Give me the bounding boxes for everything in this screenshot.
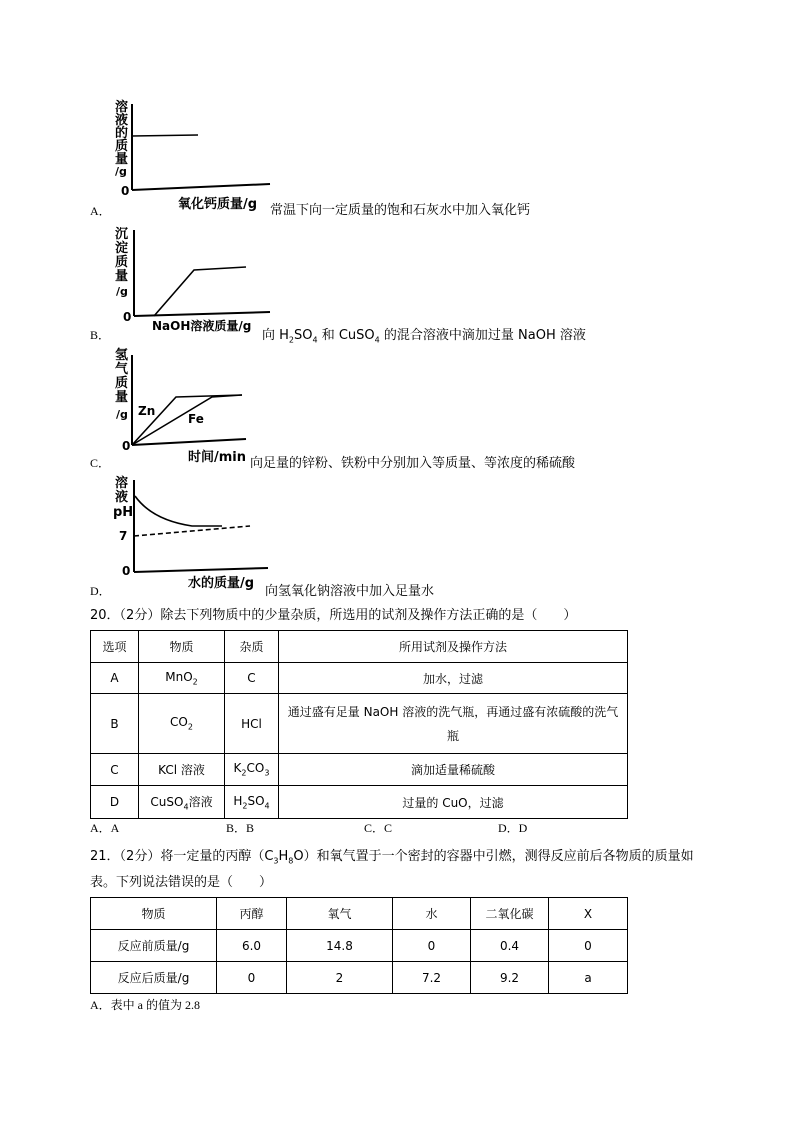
graph-b-origin: 0 (123, 310, 132, 324)
q20-opt-cell: A (91, 663, 139, 694)
graph-d-x-axis (134, 568, 268, 572)
option-b-letter: B． (90, 328, 111, 342)
option-b-caption-mid2: 和 CuSO (317, 328, 375, 343)
option-d-letter: D． (90, 584, 111, 598)
q20-header-row (91, 631, 628, 663)
graph-b (112, 224, 272, 339)
option-b-caption-post: 的混合溶液中滴加过量 NaOH 溶液 (379, 328, 586, 343)
q21-cell: 反应前质量/g (91, 930, 217, 962)
q20-header-cell: 物质 (139, 631, 225, 663)
option-c-caption: 向足量的锌粉、铁粉中分别加入等质量、等浓度的稀硫酸 (250, 456, 576, 471)
graph-b-ylabel-5: /g (116, 285, 128, 298)
q21-row-before (91, 930, 628, 962)
graph-d-curve (135, 496, 222, 526)
q21-choice-a: A．表中 a 的值为 2.8 (90, 998, 200, 1012)
graph-a-origin: 0 (121, 184, 130, 198)
option-b-caption-mid1: SO (294, 328, 313, 343)
q20-choice-d: D．D (498, 821, 528, 835)
q21-row-after (91, 962, 628, 994)
graph-c-ylabel-3: 质 (115, 376, 129, 391)
option-b-sub1: 2 (288, 335, 295, 345)
q20-row-b (91, 694, 628, 754)
graph-a-ylabel-2: 液 (115, 113, 129, 128)
q21-header-cell: 水 (393, 898, 471, 930)
q20-method-cell: 加水，过滤 (279, 663, 628, 694)
q20-a-substance: MnO (165, 669, 193, 684)
q20-row-a (91, 663, 628, 694)
graph-a-ylabel-1: 溶 (115, 100, 129, 115)
q20-impurity-cell: C (225, 663, 279, 694)
graph-d-xlabel: 水的质量/g (188, 576, 255, 591)
q21-header-cell: 氧气 (287, 898, 393, 930)
option-a-caption: 常温下向一定质量的饱和石灰水中加入氧化钙 (270, 203, 531, 218)
q21-header-row (91, 898, 628, 930)
q20-substance-cell (139, 786, 225, 819)
q20-impurity-cell: HCl (225, 694, 279, 754)
q21-cell: 9.2 (471, 962, 549, 994)
graph-d-ylabel-1: 溶 (115, 476, 129, 491)
q20-opt-cell: D (91, 786, 139, 819)
graph-b-curve (154, 267, 246, 316)
graph-b-xlabel: NaOH溶液质量/g (152, 319, 252, 333)
graph-c-ylabel-4: 量 (115, 390, 129, 405)
option-b-caption-pre: 向 H (262, 328, 289, 343)
q21-stem-post: O）和氧气置于一个密封的容器中引燃，测得反应前后各物质的质量如 (293, 849, 694, 864)
option-b-caption (262, 324, 586, 345)
q20-a-substance-sub: 2 (192, 677, 198, 687)
q20-table (90, 630, 628, 819)
q20-c-impurity-sub2: 3 (264, 768, 270, 778)
q20-d-impurity-sub: 2 (242, 801, 248, 811)
option-c-letter: C． (90, 456, 111, 470)
graph-d-ylabel-3: pH (113, 505, 134, 520)
q21-stem-line2: 表。下列说法错误的是（ ） (90, 875, 273, 890)
q20-impurity-cell (225, 786, 279, 819)
q21-cell: 7.2 (393, 962, 471, 994)
q20-b-substance-sub: 2 (187, 722, 193, 732)
q20-row-c (91, 754, 628, 786)
q20-stem: 20．（2分）除去下列物质中的少量杂质，所选用的试剂及操作方法正确的是（ ） (90, 608, 577, 623)
q21-cell: 0.4 (471, 930, 549, 962)
q20-choice-b: B．B (226, 821, 255, 835)
q20-d-substance-tail: 溶液 (188, 794, 213, 809)
q20-method-cell: 过量的 CuO，过滤 (279, 786, 628, 819)
graph-a-ylabel-3: 的 (115, 126, 129, 141)
q20-row-d (91, 786, 628, 819)
graph-d-origin: 0 (122, 564, 131, 578)
q20-header-cell: 选项 (91, 631, 139, 663)
q21-cell: a (549, 962, 628, 994)
q21-header-cell: 物质 (91, 898, 217, 930)
q21-header-cell: X (549, 898, 628, 930)
q21-cell: 6.0 (217, 930, 287, 962)
graph-b-ylabel-4: 量 (115, 269, 129, 284)
q20-c-impurity-tail: CO (246, 761, 265, 776)
graph-d-ph7-dashed (134, 526, 250, 536)
q20-impurity-cell (225, 754, 279, 786)
graph-b-ylabel-2: 淀 (115, 241, 129, 256)
graph-c-xlabel: 时间/min (188, 450, 247, 465)
graph-d-seven: 7 (119, 529, 128, 543)
q20-choice-c: C．C (364, 821, 393, 835)
q21-cell: 0 (217, 962, 287, 994)
q21-table (90, 897, 628, 994)
q21-stem-pre: 21．（2分）将一定量的丙醇（C (90, 849, 274, 864)
option-b-sub3: 4 (374, 335, 380, 345)
q20-substance-cell (139, 663, 225, 694)
graph-a-ylabel-4: 质 (115, 139, 129, 154)
graph-a-xlabel: 氧化钙质量/g (178, 197, 258, 212)
graph-c-ylabel-1: 氢 (115, 348, 129, 363)
q20-choice-a: A．A (90, 821, 120, 835)
q20-d-substance-sub: 4 (183, 802, 189, 812)
q20-d-substance: CuSO (150, 794, 184, 809)
graph-c-zn-curve (132, 395, 242, 445)
graph-c-fe-curve (132, 395, 242, 445)
q20-d-impurity: H (233, 793, 243, 808)
q21-stem-mid: H (278, 849, 289, 864)
q20-header-cell: 所用试剂及操作方法 (279, 631, 628, 663)
graph-c-fe-label: Fe (188, 412, 204, 426)
graph-c-ylabel-5: /g (116, 408, 128, 421)
q21-stem-sub2: 8 (288, 856, 294, 866)
q20-opt-cell: B (91, 694, 139, 754)
graph-a (112, 98, 272, 213)
q20-opt-cell: C (91, 754, 139, 786)
q20-header-cell: 杂质 (225, 631, 279, 663)
q20-method-cell: 滴加适量稀硫酸 (279, 754, 628, 786)
graph-a-ylabel-5: 量 (115, 152, 129, 167)
graph-c-ylabel-2: 气 (115, 362, 129, 377)
q21-cell: 0 (393, 930, 471, 962)
q20-method-cell: 通过盛有足量 NaOH 溶液的洗气瓶，再通过盛有浓硫酸的洗气瓶 (279, 694, 628, 754)
graph-c-zn-label: Zn (138, 404, 156, 418)
q20-d-impurity-sub2: 4 (264, 801, 270, 811)
q21-stem-sub1: 3 (273, 856, 279, 866)
graph-d (112, 474, 272, 592)
graph-c (112, 345, 272, 465)
q21-header-cell: 丙醇 (217, 898, 287, 930)
graph-d-ylabel-2: 液 (115, 490, 129, 505)
graph-a-x-axis (132, 184, 270, 190)
q21-cell: 14.8 (287, 930, 393, 962)
graph-a-curve (132, 135, 198, 136)
graph-a-ylabel-6: /g (115, 165, 127, 178)
q20-substance-cell: KCl 溶液 (139, 754, 225, 786)
q21-header-cell: 二氧化碳 (471, 898, 549, 930)
q20-b-substance: CO (170, 715, 188, 730)
q21-cell: 反应后质量/g (91, 962, 217, 994)
graph-b-ylabel-3: 质 (115, 255, 129, 270)
q21-cell: 0 (549, 930, 628, 962)
q21-stem-line1 (90, 845, 694, 866)
graph-c-origin: 0 (122, 439, 131, 453)
q20-d-impurity-tail: SO (247, 793, 265, 808)
q20-c-impurity: K (233, 761, 242, 776)
q20-substance-cell (139, 694, 225, 754)
q20-c-impurity-sub: 2 (241, 768, 247, 778)
option-d-caption: 向氢氧化钠溶液中加入足量水 (265, 584, 435, 599)
option-a-letter: A． (90, 204, 111, 218)
q21-cell: 2 (287, 962, 393, 994)
option-b-sub2: 4 (312, 335, 318, 345)
graph-c-x-axis (132, 439, 246, 445)
graph-b-ylabel-1: 沉 (115, 227, 129, 242)
